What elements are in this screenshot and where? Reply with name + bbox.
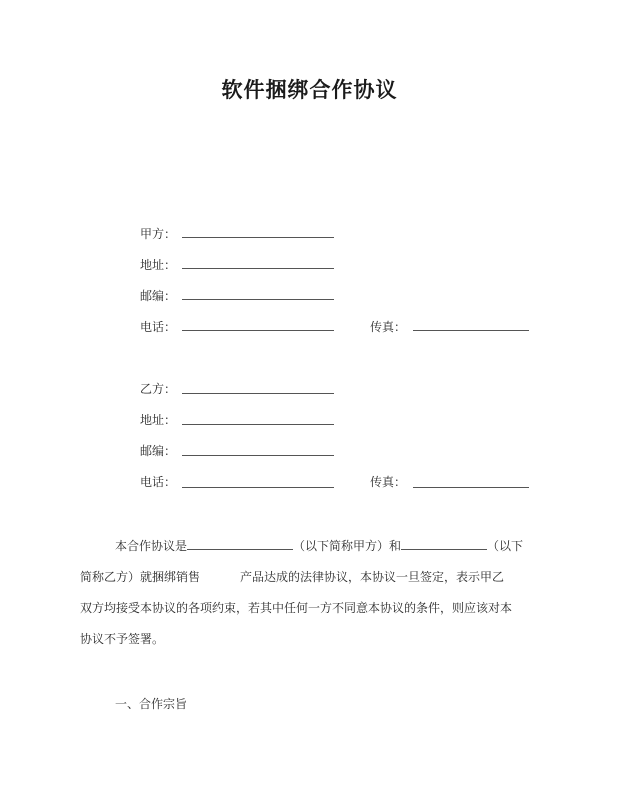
party-a-name-label: 甲方： <box>140 227 177 241</box>
party-b-address-row <box>140 410 340 430</box>
paragraph-line-2 <box>80 562 504 593</box>
document-title: 软件捆绑合作协议 <box>221 77 398 102</box>
party-a-phone-row <box>140 317 340 337</box>
paragraph-text: 产品达成的法律协议，本协议一旦签定，表示甲乙 <box>240 570 505 584</box>
party-a-address-row <box>140 255 340 275</box>
paragraph-line-4 <box>80 624 164 655</box>
paragraph-text: 本合作协议是 <box>115 539 188 553</box>
paragraph-text: 简称乙方）就捆绑销售 <box>80 570 201 584</box>
party-a-postcode-field[interactable] <box>182 299 334 300</box>
party-b-phone-label: 电话： <box>140 475 177 489</box>
party-a-name-row <box>140 224 340 244</box>
party-b-name-blank[interactable] <box>401 535 487 550</box>
party-b-postcode-label: 邮编： <box>140 444 177 458</box>
party-a-name-blank[interactable] <box>187 535 293 550</box>
party-a-fax-label: 传真： <box>370 320 407 334</box>
section-heading-1: 一、合作宗旨 <box>115 697 188 711</box>
party-b-address-label: 地址： <box>140 413 177 427</box>
party-a-postcode-label: 邮编： <box>140 289 177 303</box>
party-b-name-label: 乙方： <box>140 382 177 396</box>
party-b-postcode-row <box>140 441 340 461</box>
paragraph-text: （以下 <box>487 539 524 553</box>
party-a-name-field[interactable] <box>182 237 334 238</box>
party-a-address-label: 地址： <box>140 258 177 272</box>
party-a-phone-label: 电话： <box>140 320 177 334</box>
paragraph-line-1 <box>115 531 523 562</box>
party-a-address-field[interactable] <box>182 268 334 269</box>
party-a-fax-field[interactable] <box>413 330 529 331</box>
party-b-address-field[interactable] <box>182 424 334 425</box>
party-b-postcode-field[interactable] <box>182 455 334 456</box>
party-b-phone-row <box>140 472 340 492</box>
party-a-phone-field[interactable] <box>182 330 334 331</box>
party-b-name-row <box>140 379 340 399</box>
party-a-fax-row <box>370 317 540 337</box>
paragraph-line-3 <box>80 593 512 624</box>
party-b-phone-field[interactable] <box>182 487 334 488</box>
party-b-name-field[interactable] <box>182 393 334 394</box>
party-a-postcode-row <box>140 286 340 306</box>
paragraph-text: （以下简称甲方）和 <box>293 539 402 553</box>
paragraph-text: 协议不予签署。 <box>80 632 165 646</box>
agreement-paragraph <box>80 531 540 661</box>
party-b-fax-label: 传真： <box>370 475 407 489</box>
party-b-fax-field[interactable] <box>413 487 529 488</box>
paragraph-text: 双方均接受本协议的各项约束，若其中任何一方不同意本协议的条件，则应该对本 <box>80 601 513 615</box>
party-b-fax-row <box>370 472 540 492</box>
